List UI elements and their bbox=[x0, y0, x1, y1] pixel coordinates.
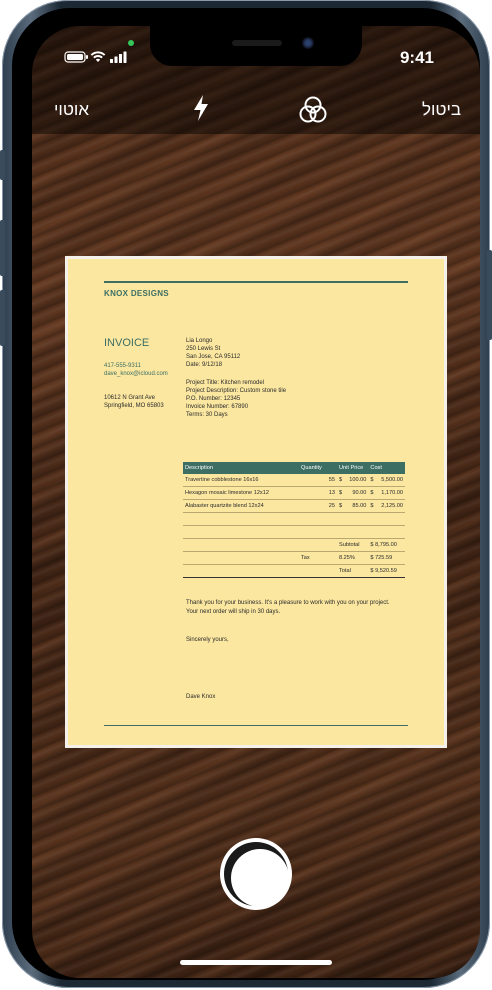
table-row bbox=[183, 526, 405, 539]
closing: Sincerely yours, bbox=[186, 637, 229, 643]
scanned-document bbox=[68, 259, 444, 745]
row-unit-currency: $ bbox=[337, 500, 345, 513]
row-description: Alabaster quartzite blend 12x24 bbox=[183, 500, 299, 513]
row-cost-currency: $ bbox=[368, 487, 376, 500]
row-unit-currency: $ bbox=[337, 474, 345, 487]
wifi-icon bbox=[91, 51, 106, 62]
cellular-signal-icon bbox=[110, 52, 127, 64]
shipping-note: Your next order will ship in 30 days. bbox=[186, 609, 281, 615]
bill-to-name: Lia Longo bbox=[186, 338, 213, 344]
volume-up-button bbox=[0, 220, 5, 276]
address-line-1: 10612 N Grant Ave bbox=[104, 395, 155, 401]
flash-button[interactable] bbox=[192, 94, 210, 127]
row-cost: 5,500.00 bbox=[376, 474, 405, 487]
status-time: 9:41 bbox=[399, 48, 434, 67]
camera-in-use-indicator bbox=[128, 40, 134, 46]
earpiece-speaker bbox=[232, 40, 282, 46]
subtotal-value: $ 8,795.00 bbox=[368, 539, 405, 552]
row-unit-currency: $ bbox=[337, 487, 345, 500]
shutter-button[interactable] bbox=[220, 838, 292, 910]
row-quantity: 55 bbox=[299, 474, 337, 487]
table-row bbox=[183, 500, 405, 513]
thank-you-note: Thank you for your business. It's a pleasure to work with you on your project. bbox=[186, 600, 390, 606]
contact-phone: 417-555-9311 bbox=[104, 363, 141, 369]
front-camera bbox=[302, 37, 314, 49]
col-quantity: Quantity bbox=[299, 462, 337, 474]
camera-viewfinder bbox=[32, 26, 480, 978]
flash-icon bbox=[192, 94, 210, 122]
signature-name: Dave Knox bbox=[186, 694, 216, 700]
row-cost-currency: $ bbox=[368, 500, 376, 513]
shutter-ring bbox=[224, 842, 288, 906]
mute-switch bbox=[0, 150, 5, 180]
auto-capture-button[interactable]: אוטוי bbox=[54, 100, 90, 119]
row-cost: 2,125.00 bbox=[376, 500, 405, 513]
invoice-table bbox=[183, 462, 405, 578]
bottom-rule bbox=[104, 725, 408, 726]
invoice-number: Invoice Number: 67890 bbox=[186, 404, 249, 410]
home-indicator[interactable] bbox=[180, 960, 332, 965]
row-quantity: 25 bbox=[299, 500, 337, 513]
row-quantity: 13 bbox=[299, 487, 337, 500]
notch bbox=[150, 26, 362, 66]
table-row bbox=[183, 487, 405, 500]
invoice-title: INVOICE bbox=[104, 337, 150, 349]
bill-to-street: 250 Lewis St bbox=[186, 346, 221, 352]
invoice-date: Date: 9/12/18 bbox=[186, 362, 223, 368]
status-icons-svg bbox=[64, 50, 128, 64]
project-title: Project Title: Kitchen remodel bbox=[186, 380, 265, 386]
row-unit-price: 100.00 bbox=[345, 474, 368, 487]
volume-down-button bbox=[0, 290, 5, 346]
col-unit-price: Unit Price bbox=[337, 462, 368, 474]
terms: Terms: 30 Days bbox=[186, 412, 228, 418]
row-cost: 1,170.00 bbox=[376, 487, 405, 500]
tax-value: $ 725.59 bbox=[368, 552, 405, 565]
top-rule bbox=[104, 281, 408, 283]
table-row bbox=[183, 474, 405, 487]
shutter-core bbox=[231, 849, 289, 907]
cancel-button[interactable]: ביטול bbox=[422, 100, 462, 119]
subtotal-label: Subtotal bbox=[337, 539, 368, 552]
row-description: Hexagon mosaic limestone 12x12 bbox=[183, 487, 299, 500]
bezel bbox=[12, 8, 480, 980]
total-value: $ 9,520.59 bbox=[368, 565, 405, 578]
contact-email: dave_knox@icloud.com bbox=[104, 371, 168, 377]
tax-rate: 8.25% bbox=[337, 552, 368, 565]
power-button bbox=[487, 250, 492, 340]
table-row bbox=[183, 513, 405, 526]
tax-label: Tax bbox=[299, 552, 337, 565]
bill-to-city: San Jose, CA 95112 bbox=[186, 354, 241, 360]
col-description: Description bbox=[183, 462, 299, 474]
row-unit-price: 85.00 bbox=[345, 500, 368, 513]
total-label: Total bbox=[337, 565, 368, 578]
total-row bbox=[183, 565, 405, 578]
filters-icon bbox=[298, 96, 328, 124]
col-cost: Cost bbox=[368, 462, 405, 474]
project-description: Project Description: Custom stone tile bbox=[186, 388, 287, 394]
row-cost-currency: $ bbox=[368, 474, 376, 487]
tax-row bbox=[183, 552, 405, 565]
phone-frame bbox=[2, 0, 490, 988]
company-name: KNOX DESIGNS bbox=[104, 289, 169, 298]
battery-icon bbox=[65, 52, 88, 62]
po-number: P.O. Number: 12345 bbox=[186, 396, 241, 402]
address-line-2: Springfield, MO 65803 bbox=[104, 403, 164, 409]
row-description: Travertine cobblestone 16x16 bbox=[183, 474, 299, 487]
table-header-row bbox=[183, 462, 405, 474]
filters-button[interactable] bbox=[298, 96, 328, 129]
subtotal-row bbox=[183, 539, 405, 552]
row-unit-price: 90.00 bbox=[345, 487, 368, 500]
status-icons bbox=[64, 50, 128, 64]
